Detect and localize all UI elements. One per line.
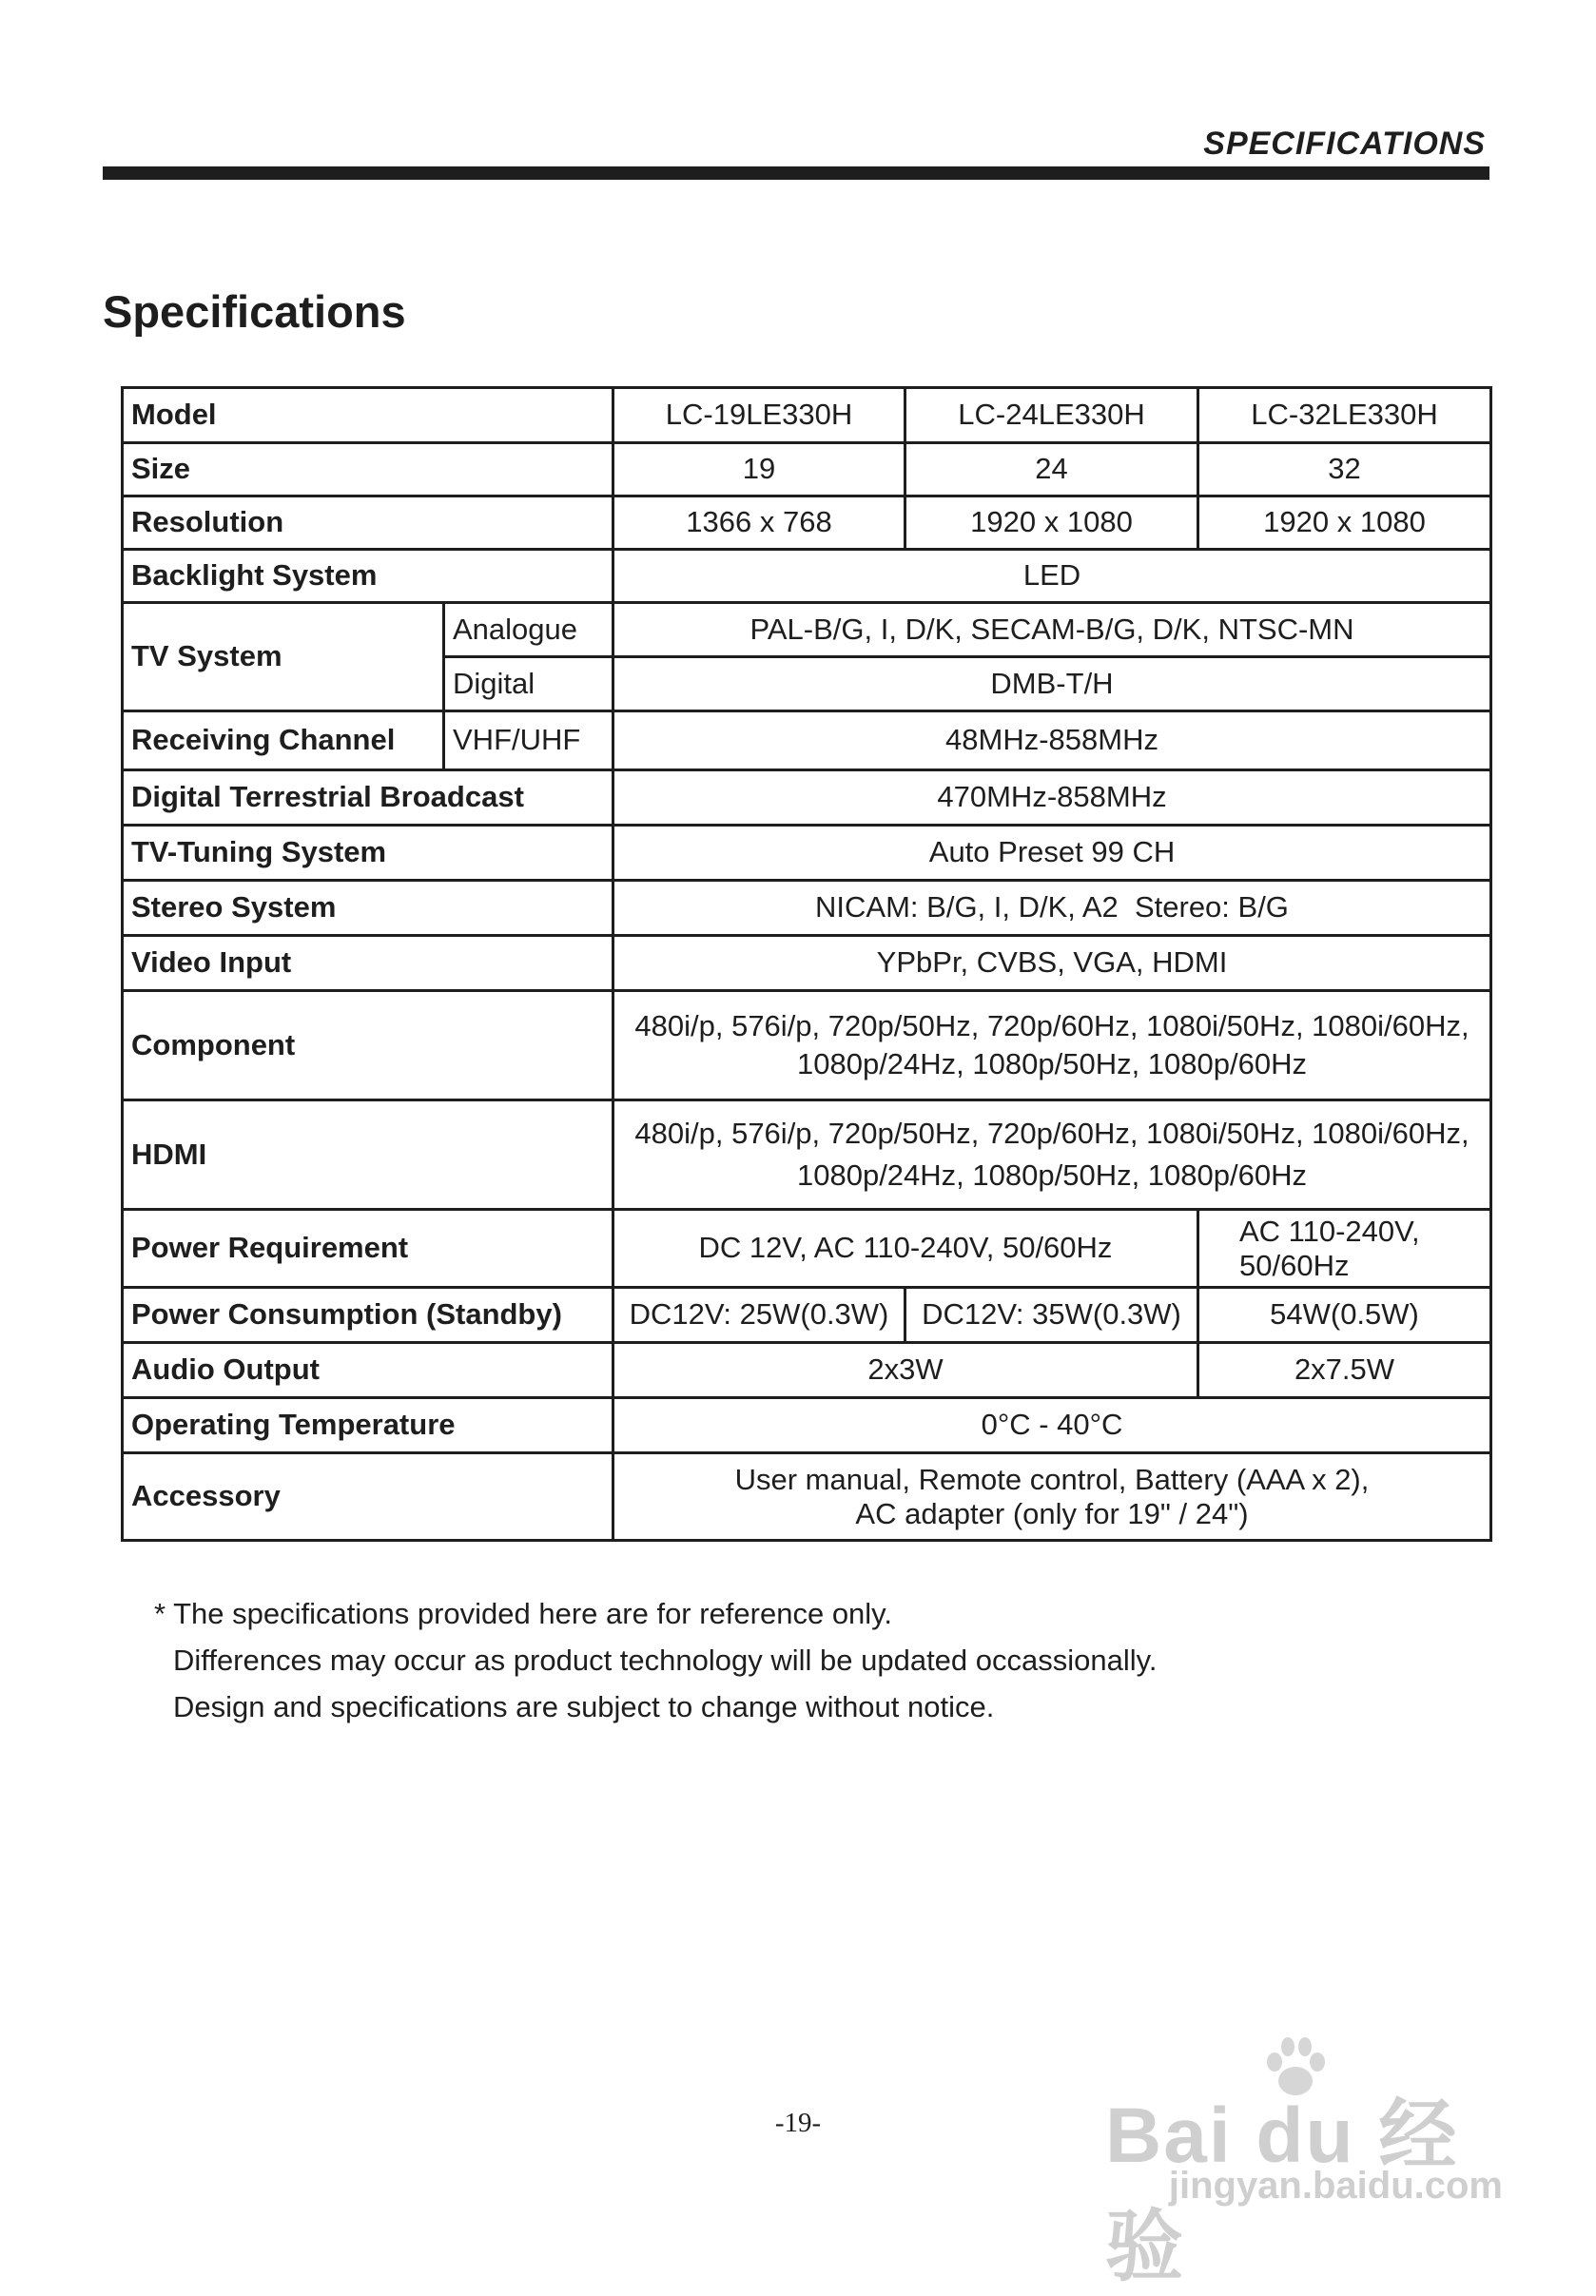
- resolution-19: 1366 x 768: [613, 496, 905, 550]
- label-stereo: Stereo System: [123, 881, 613, 936]
- watermark-url: jingyan.baidu.com: [1168, 2165, 1503, 2207]
- watermark-brand: Bai du 经验: [1105, 2092, 1459, 2290]
- power-requirement-b-line-2: 50/60Hz: [1239, 1248, 1350, 1282]
- section-header: SPECIFICATIONS: [1203, 126, 1486, 162]
- row-model: [123, 388, 1491, 443]
- row-tv-system-analogue: [123, 603, 1491, 657]
- label-component: Component: [123, 991, 613, 1100]
- resolution-24: 1920 x 1080: [905, 496, 1198, 550]
- model-32: LC-32LE330H: [1198, 388, 1491, 443]
- component-line-1: 480i/p, 576i/p, 720p/50Hz, 720p/60Hz, 1080i/50Hz, 1080i/60Hz,: [634, 1009, 1469, 1042]
- row-power-requirement: [123, 1210, 1491, 1288]
- audio-output-value-b: 2x7.5W: [1198, 1343, 1491, 1398]
- power-consumption-24: DC12V: 35W(0.3W): [905, 1288, 1198, 1343]
- power-requirement-b-line-1: AC 110-240V,: [1239, 1214, 1420, 1248]
- page-number: -19-: [774, 2108, 822, 2138]
- note-line-2: Differences may occur as product technology will be updated occassionally.: [173, 1644, 1158, 1677]
- digital-value: DMB-T/H: [613, 657, 1491, 711]
- row-component: [123, 991, 1491, 1100]
- row-resolution: [123, 496, 1491, 550]
- baidu-watermark: [1105, 2035, 1505, 2290]
- analogue-value: PAL-B/G, I, D/K, SECAM-B/G, D/K, NTSC-MN: [613, 603, 1491, 657]
- power-consumption-19: DC12V: 25W(0.3W): [613, 1288, 905, 1343]
- note-line-1: * The specifications provided here are for reference only.: [154, 1597, 892, 1630]
- row-dtb: [123, 770, 1491, 826]
- label-digital: Digital: [444, 657, 613, 711]
- row-audio-output: [123, 1343, 1491, 1398]
- audio-output-value-a: 2x3W: [613, 1343, 1198, 1398]
- label-hdmi: HDMI: [123, 1100, 613, 1210]
- row-operating-temperature: [123, 1398, 1491, 1453]
- label-size: Size: [123, 443, 613, 496]
- power-consumption-32: 54W(0.5W): [1198, 1288, 1491, 1343]
- spec-table: [121, 386, 1492, 1542]
- label-audio-output: Audio Output: [123, 1343, 613, 1398]
- hdmi-value: [613, 1100, 1491, 1210]
- label-vhf-uhf: VHF/UHF: [444, 711, 613, 770]
- stereo-value: NICAM: B/G, I, D/K, A2 Stereo: B/G: [613, 881, 1491, 936]
- component-value: [613, 991, 1491, 1100]
- hdmi-line-1: 480i/p, 576i/p, 720p/50Hz, 720p/60Hz, 1080i/50Hz, 1080i/60Hz,: [634, 1117, 1469, 1150]
- size-19: 19: [613, 443, 905, 496]
- receiving-value: 48MHz-858MHz: [613, 711, 1491, 770]
- resolution-32: 1920 x 1080: [1198, 496, 1491, 550]
- row-hdmi: [123, 1100, 1491, 1210]
- notes: [154, 1590, 1157, 1730]
- header-rule: [103, 166, 1489, 180]
- row-tuning: [123, 826, 1491, 881]
- power-requirement-value-a: DC 12V, AC 110-240V, 50/60Hz: [613, 1210, 1198, 1288]
- accessory-line-1: User manual, Remote control, Battery (AAA x 2),: [734, 1462, 1370, 1496]
- row-accessory: [123, 1453, 1491, 1541]
- row-stereo: [123, 881, 1491, 936]
- component-line-2: 1080p/24Hz, 1080p/50Hz, 1080p/60Hz: [796, 1047, 1307, 1080]
- size-24: 24: [905, 443, 1198, 496]
- row-video-input: [123, 936, 1491, 991]
- accessory-line-2: AC adapter (only for 19" / 24"): [855, 1496, 1249, 1530]
- model-24: LC-24LE330H: [905, 388, 1198, 443]
- label-tv-system: TV System: [123, 603, 444, 711]
- row-size: [123, 443, 1491, 496]
- power-requirement-value-b: [1198, 1210, 1491, 1288]
- hdmi-line-2: 1080p/24Hz, 1080p/50Hz, 1080p/60Hz: [796, 1158, 1307, 1192]
- note-line-3: Design and specifications are subject to change without notice.: [173, 1690, 995, 1723]
- page-title: Specifications: [103, 286, 406, 337]
- label-power-requirement: Power Requirement: [123, 1210, 613, 1288]
- backlight-value: LED: [613, 550, 1491, 603]
- size-32: 32: [1198, 443, 1491, 496]
- model-19: LC-19LE330H: [613, 388, 905, 443]
- tuning-value: Auto Preset 99 CH: [613, 826, 1491, 881]
- row-backlight: [123, 550, 1491, 603]
- label-model: Model: [123, 388, 613, 443]
- operating-temperature-value: 0°C - 40°C: [613, 1398, 1491, 1453]
- label-tuning: TV-Tuning System: [123, 826, 613, 881]
- accessory-value: [613, 1453, 1491, 1541]
- dtb-value: 470MHz-858MHz: [613, 770, 1491, 826]
- label-receiving-channel: Receiving Channel: [123, 711, 444, 770]
- row-power-consumption: [123, 1288, 1491, 1343]
- label-video-input: Video Input: [123, 936, 613, 991]
- label-accessory: Accessory: [123, 1453, 613, 1541]
- label-backlight: Backlight System: [123, 550, 613, 603]
- row-receiving-channel: [123, 711, 1491, 770]
- label-operating-temperature: Operating Temperature: [123, 1398, 613, 1453]
- label-resolution: Resolution: [123, 496, 613, 550]
- label-power-consumption: Power Consumption (Standby): [123, 1288, 613, 1343]
- label-dtb: Digital Terrestrial Broadcast: [123, 770, 613, 826]
- label-analogue: Analogue: [444, 603, 613, 657]
- video-input-value: YPbPr, CVBS, VGA, HDMI: [613, 936, 1491, 991]
